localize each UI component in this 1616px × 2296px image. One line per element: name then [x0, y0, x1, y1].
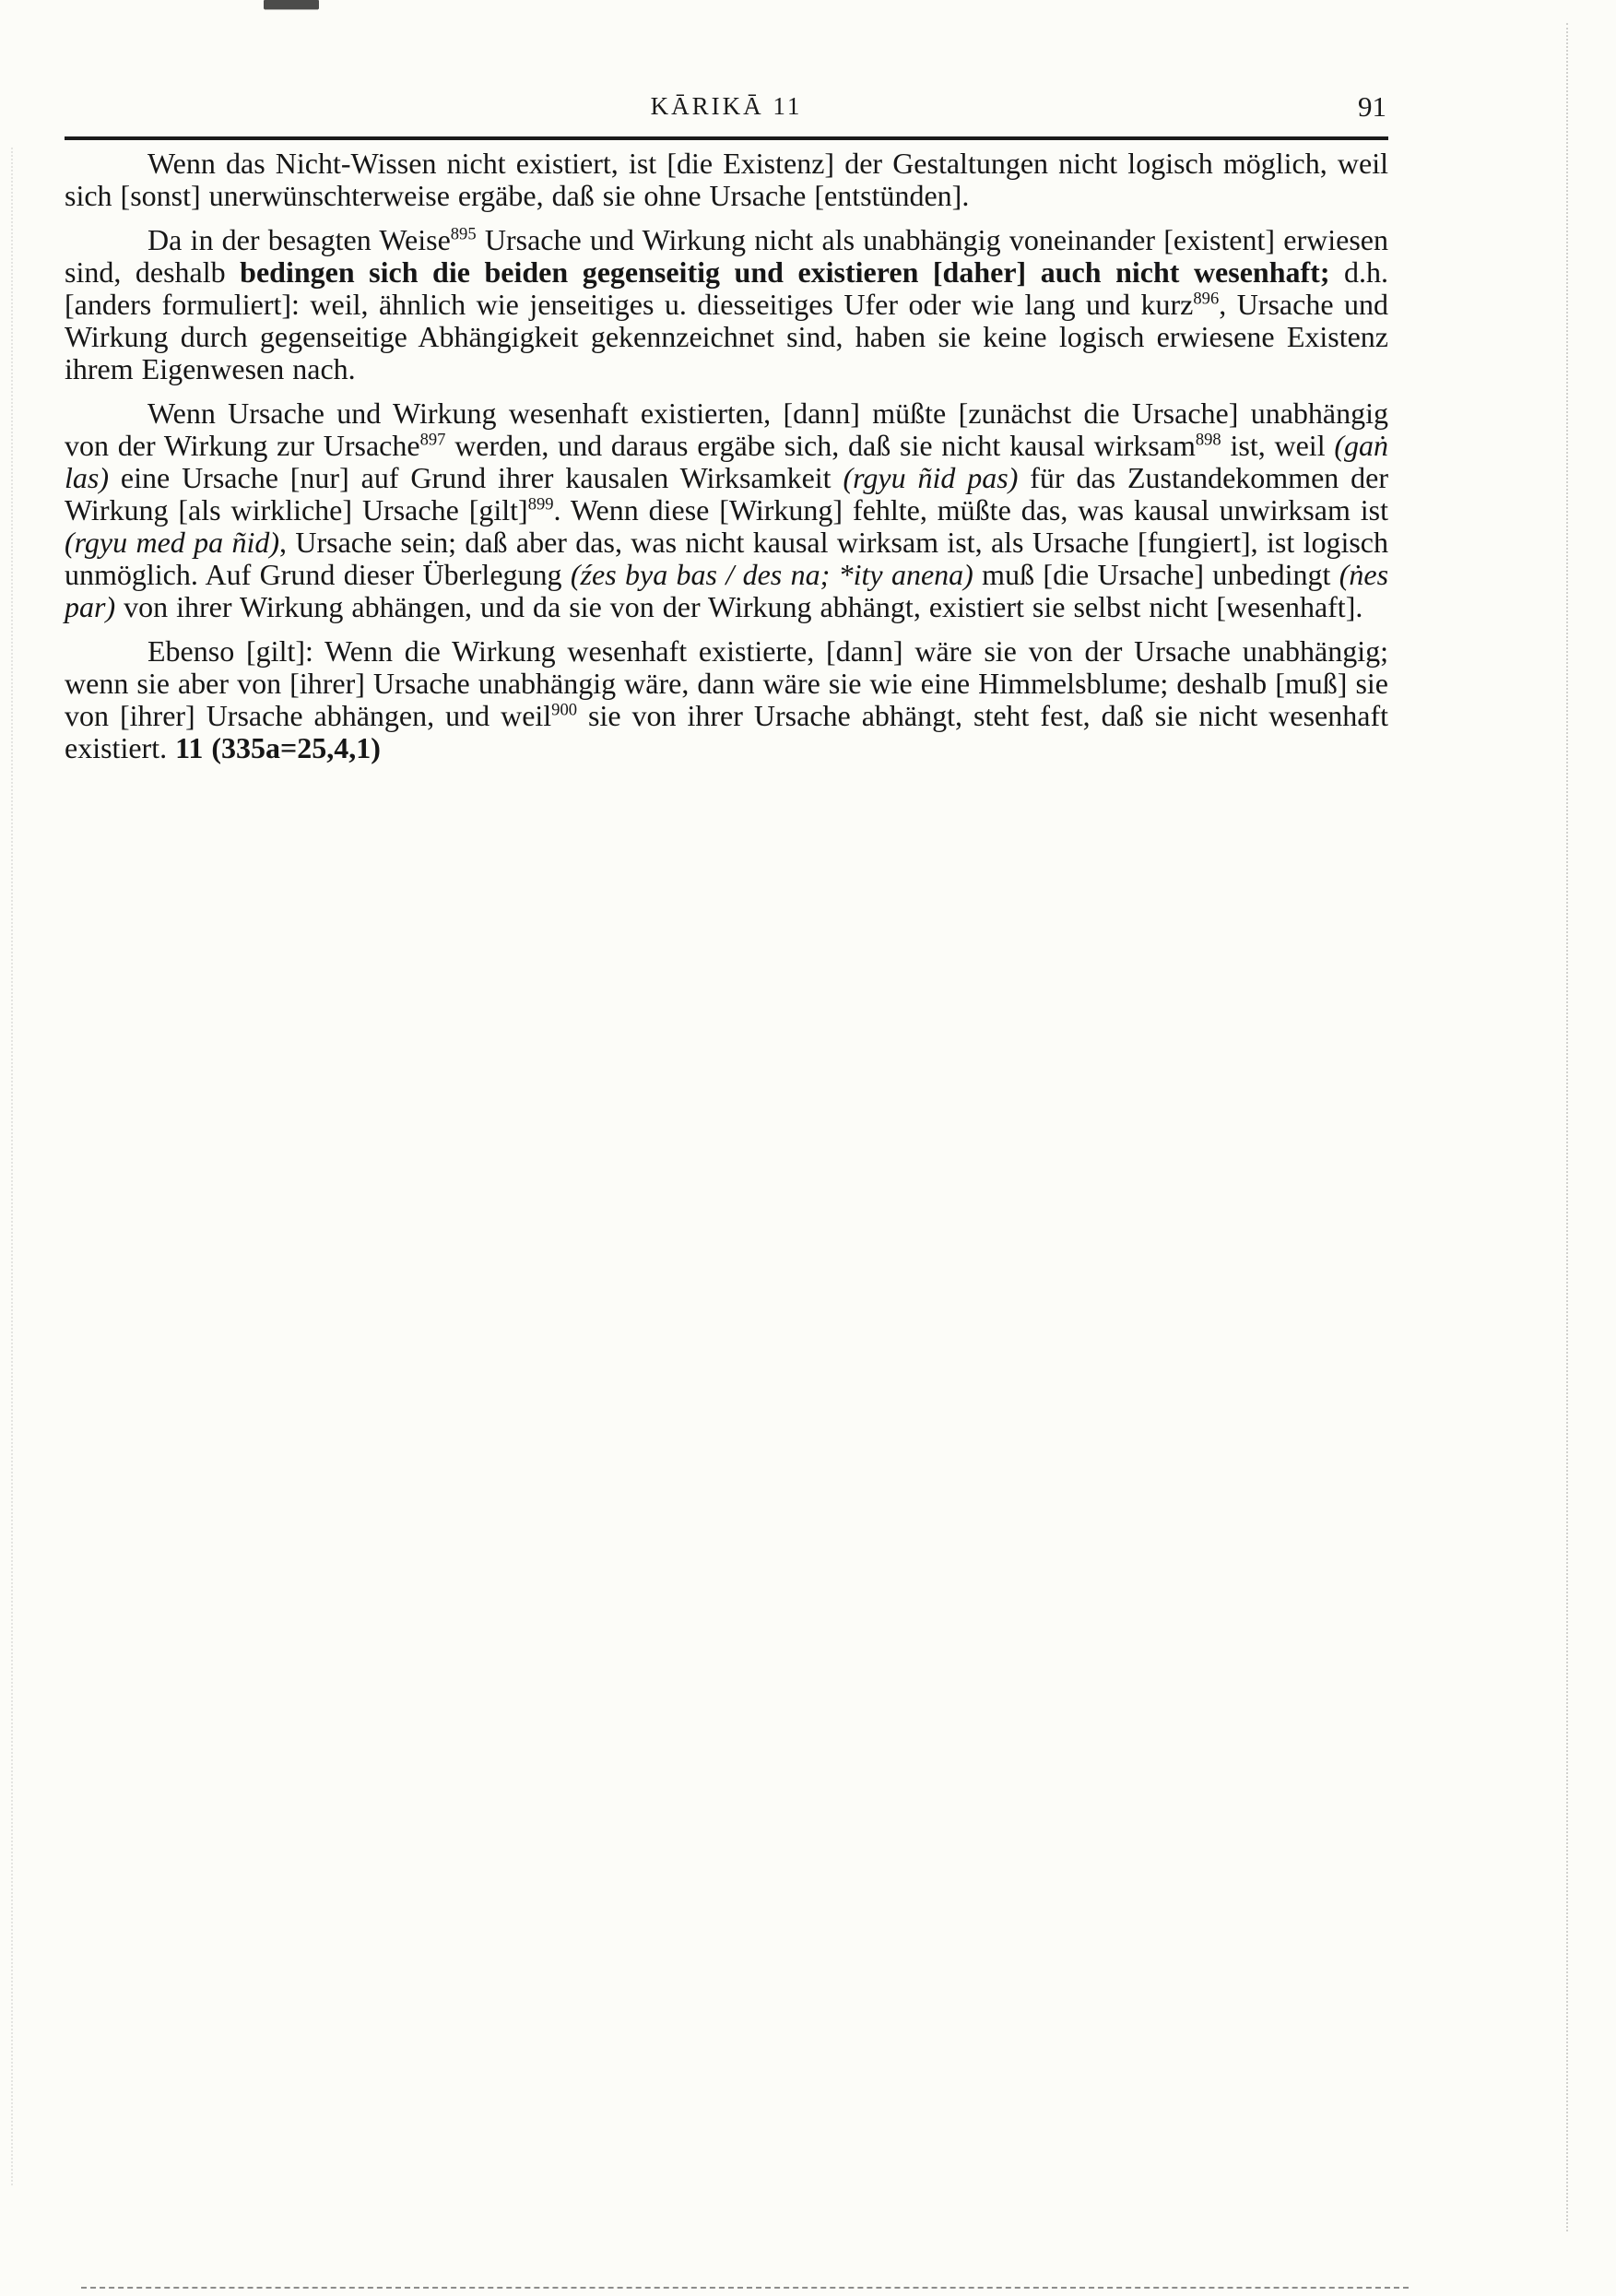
paragraph	[65, 635, 1388, 764]
paragraph	[65, 397, 1388, 623]
scan-edge-line-left	[11, 148, 13, 2185]
text-run: (gaṅ las)	[65, 429, 1389, 494]
text-run: für das Zustandekommen der Wirkung [als wirkliche] Ursache [gilt]	[65, 461, 1389, 527]
footnote-ref: 897	[419, 430, 446, 450]
text-run: bedingen sich die beiden gegenseitig und existieren [daher] auch nicht wesenhaft;	[240, 255, 1330, 289]
footnote-ref: 900	[551, 700, 577, 720]
text-run: , Ursache sein; daß aber das, was nicht kausal wirksam ist, als Ursache [fungiert], ist logisch unmöglich. Auf Grund dieser Überlegung	[65, 526, 1389, 591]
paragraph	[65, 148, 1388, 212]
page-number: 91	[1358, 90, 1386, 123]
header-rule	[65, 136, 1388, 140]
footnote-ref: 899	[527, 494, 554, 515]
page-header	[65, 92, 1388, 131]
text-run: ist, weil	[1221, 429, 1335, 462]
text-run: Ursache und Wirkung nicht als unabhängig voneinander [existent] erwiesen sind, deshalb	[65, 223, 1389, 289]
text-run: von ihrer Wirkung abhängen, und da sie von der Wirkung abhängt, existiert sie selbst nicht [wesenhaft].	[115, 590, 1363, 623]
scan-smudge-top	[264, 0, 319, 9]
body-text	[65, 148, 1388, 764]
text-run: werden, und daraus ergäbe sich, daß sie nicht kausal wirksam	[445, 429, 1196, 462]
footnote-ref: 896	[1193, 289, 1220, 309]
text-run: (rgyu ñid pas)	[843, 461, 1019, 494]
scan-bottom-line	[81, 2287, 1409, 2289]
text-run: sie von ihrer Ursache abhängt, steht fest, daß sie nicht wesenhaft existiert.	[65, 699, 1388, 764]
footnote-ref: 898	[1195, 430, 1221, 450]
text-run: . Wenn diese [Wirkung] fehlte, müßte das, was kausal unwirksam ist	[553, 493, 1389, 527]
text-run: eine Ursache [nur] auf Grund ihrer kausalen Wirksamkeit	[109, 461, 843, 494]
text-run: Ebenso [gilt]: Wenn die Wirkung wesenhaft existierte, [dann] wäre sie von der Ursache unabhängig; wenn sie aber von [ihrer] Ursache unabhängig wäre, dann wäre sie wie eine Himmelsblume; deshalb [muß] sie von [ihrer] Ursache abhängen, und weil	[65, 634, 1388, 732]
text-run: Da in der besagten Weise	[147, 223, 451, 256]
paragraph	[65, 224, 1388, 385]
text-run: Wenn das Nicht-Wissen nicht existiert, ist [die Existenz] der Gestaltungen nicht logisch möglich, weil sich [sonst] unerwünschterweise ergäbe, daß sie ohne Ursache [entstünden].	[65, 147, 1388, 212]
text-run: (ṅes par)	[65, 558, 1389, 623]
text-run: Wenn Ursache und Wirkung wesenhaft existierten, [dann] müßte [zunächst die Ursache] unabhängig von der Wirkung zur Ursache	[65, 396, 1388, 462]
text-run: , Ursache und Wirkung durch gegenseitige Abhängigkeit gekennzeichnet sind, haben sie keine logisch erwiesene Existenz ihrem Eigenwesen nach.	[65, 288, 1389, 385]
footnote-ref: 895	[450, 224, 477, 244]
running-title: KĀRIKĀ 11	[650, 92, 803, 120]
text-run: (rgyu med pa ñid)	[65, 526, 280, 559]
text-run: 11 (335a=25,4,1)	[175, 731, 381, 764]
text-run: (źes bya bas / des na; *ity anena)	[570, 558, 973, 591]
text-run: muß [die Ursache] unbedingt	[973, 558, 1339, 591]
scan-edge-line-right	[1566, 23, 1568, 2231]
text-run: d.h. [anders formuliert]: weil, ähnlich wie jenseitiges u. diesseitiges Ufer oder wie lang und kurz	[65, 255, 1388, 321]
